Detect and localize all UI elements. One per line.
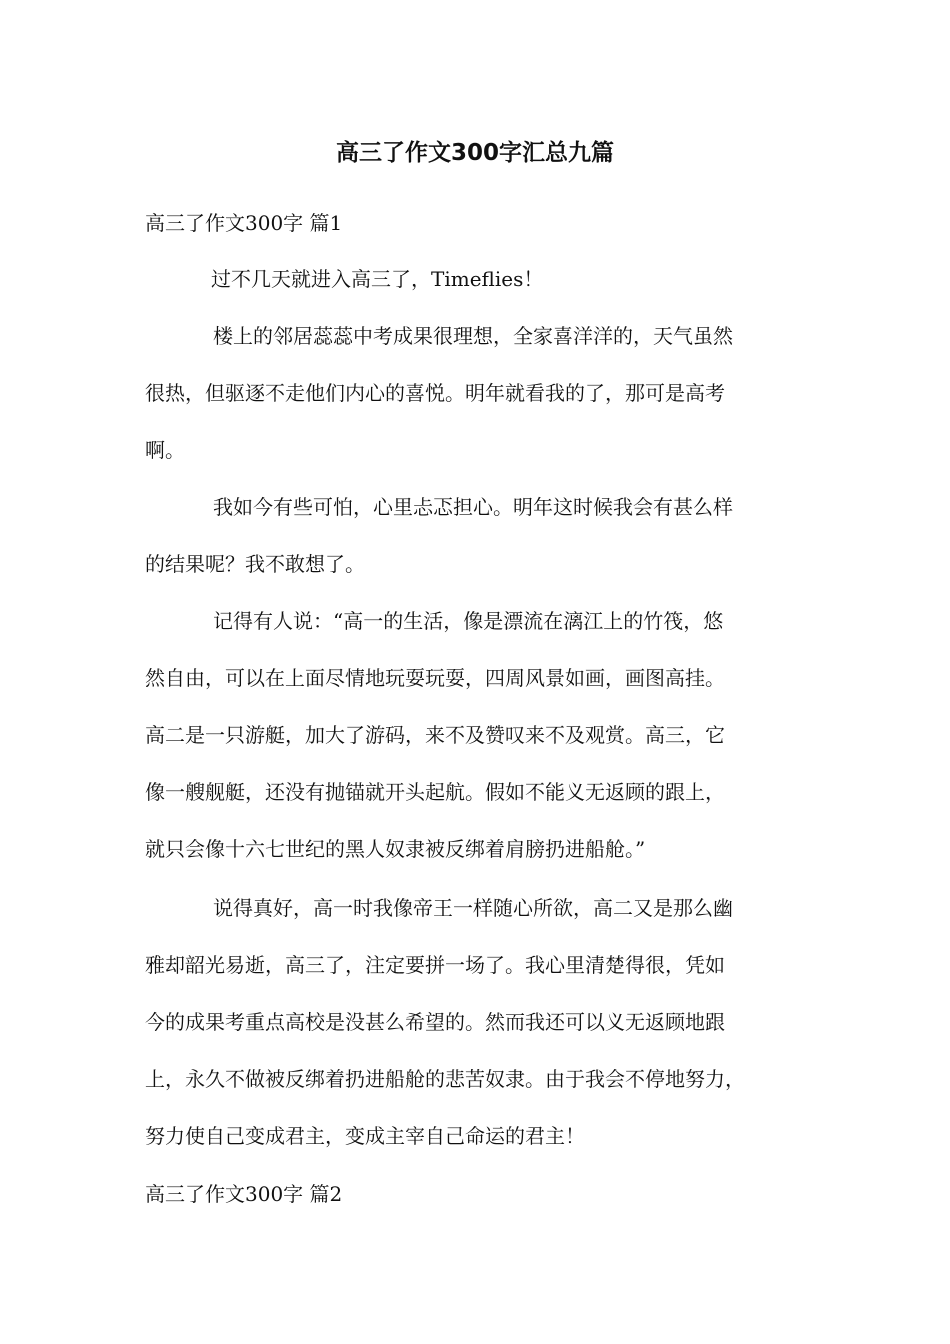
paragraph-line: 啊。 [145, 438, 185, 462]
paragraph-line: 努力使自己变成君主，变成主宰自己命运的君主！ [145, 1124, 585, 1148]
paragraph-line: 我如今有些可怕，心里忐忑担心。明年这时候我会有甚么样 [213, 495, 733, 519]
paragraph-line: 楼上的邻居蕊蕊中考成果很理想，全家喜洋洋的，天气虽然 [213, 324, 733, 348]
document-title: 高三了作文300字汇总九篇 [335, 140, 614, 166]
paragraph-line: 记得有人说：“高一的生活，像是漂流在漓江上的竹筏，悠 [213, 609, 724, 633]
paragraph-line: 今的成果考重点高校是没甚么希望的。然而我还可以义无返顾地跟 [145, 1010, 725, 1034]
paragraph-line: 过不几天就进入高三了，Timeflies！ [211, 267, 544, 291]
paragraph-line: 的结果呢？我不敢想了。 [145, 552, 365, 576]
paragraph-line: 然自由，可以在上面尽情地玩耍玩耍，四周风景如画，画图高挂。 [145, 666, 725, 690]
section-heading-2: 高三了作文300字 篇2 [145, 1182, 343, 1206]
paragraph-line: 说得真好，高一时我像帝王一样随心所欲，高二又是那么幽 [213, 896, 733, 920]
section-heading-1: 高三了作文300字 篇1 [145, 211, 343, 235]
paragraph-line: 雅却韶光易逝，高三了，注定要拼一场了。我心里清楚得很，凭如 [145, 953, 725, 977]
paragraph-line: 上，永久不做被反绑着扔进船舱的悲苦奴隶。由于我会不停地努力， [145, 1067, 745, 1091]
paragraph-line: 就只会像十六七世纪的黑人奴隶被反绑着肩膀扔进船舱。” [145, 837, 646, 861]
paragraph-line: 很热，但驱逐不走他们内心的喜悦。明年就看我的了，那可是高考 [145, 381, 725, 405]
paragraph-line: 像一艘舰艇，还没有抛锚就开头起航。假如不能义无返顾的跟上， [145, 780, 725, 804]
paragraph-line: 高二是一只游艇，加大了游码，来不及赞叹来不及观赏。高三，它 [145, 723, 725, 747]
